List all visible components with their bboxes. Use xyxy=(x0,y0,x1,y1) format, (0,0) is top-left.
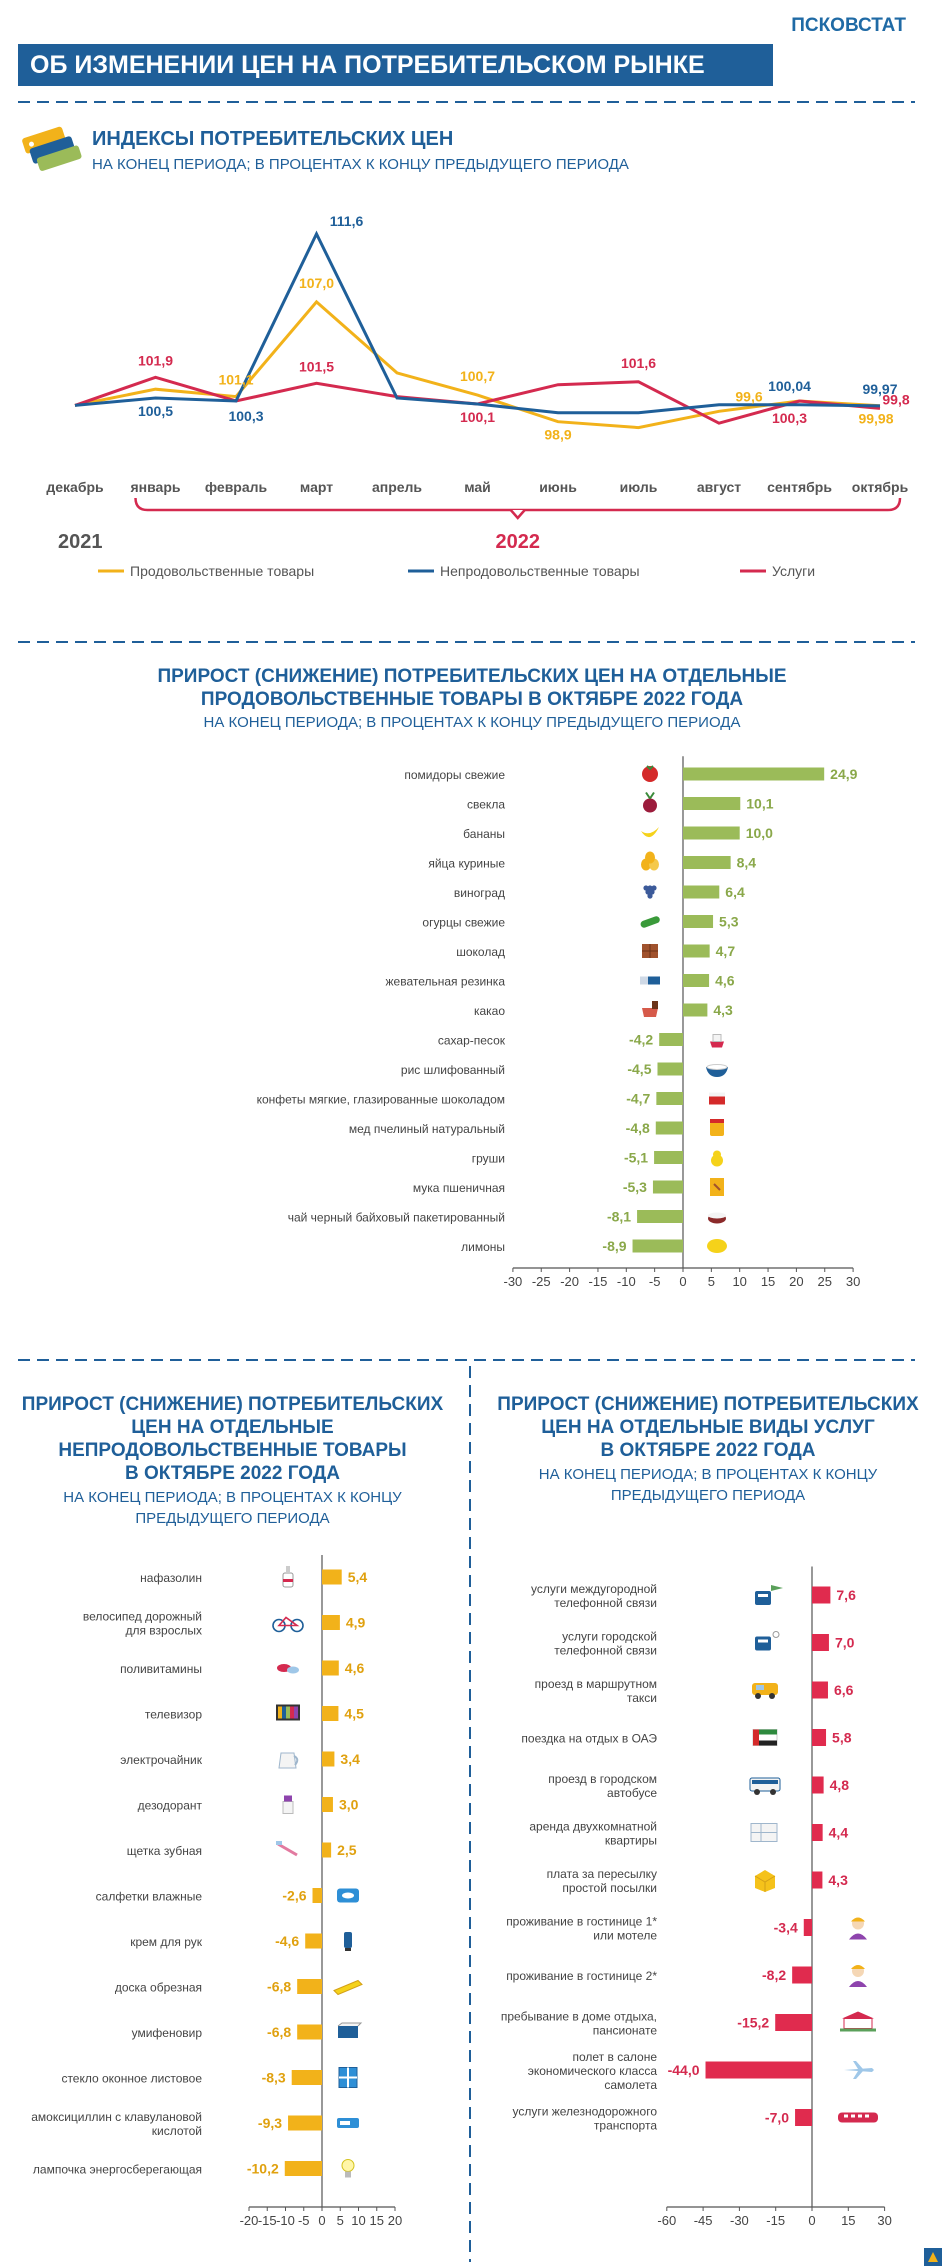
value-label: 5,3 xyxy=(719,913,739,930)
goods-bar-chart xyxy=(0,1555,470,2255)
value-label: 7,6 xyxy=(836,1587,856,1603)
price-tags-icon xyxy=(20,124,84,174)
category-label: пребывание в доме отдыха, пансионате xyxy=(500,2009,657,2038)
services-subtitle-1: НА КОНЕЦ ПЕРИОДА; В ПРОЦЕНТАХ К КОНЦУ xyxy=(538,1466,878,1483)
bar-поливитамины xyxy=(322,1661,339,1676)
x-tick-label: 20 xyxy=(789,1274,804,1289)
bar-проезд-в-городском-автобусе xyxy=(812,1777,824,1794)
goods-subtitle-1: НА КОНЕЦ ПЕРИОДА; В ПРОЦЕНТАХ К КОНЦУ xyxy=(63,1489,402,1506)
value-label: -8,1 xyxy=(606,1208,632,1225)
cucumber-icon xyxy=(640,915,661,928)
value-label: -8,3 xyxy=(261,2069,286,2086)
value-label: -5,3 xyxy=(622,1179,647,1195)
bar-шоколад xyxy=(683,945,710,958)
value-label: -7,0 xyxy=(764,2109,790,2126)
food-title-2: ПРОДОВОЛЬСТВЕННЫЕ ТОВАРЫ В ОКТЯБРЕ 2022 ГОДА xyxy=(200,689,744,710)
bar-умифеновир xyxy=(297,2025,322,2040)
pills-icon xyxy=(337,2118,359,2128)
data-label-услуги: 101,5 xyxy=(298,358,335,375)
value-label: 4,5 xyxy=(344,1705,364,1722)
category-label: яйца куриные xyxy=(428,856,505,871)
x-tick-label: -45 xyxy=(693,2213,713,2228)
pear-icon xyxy=(711,1151,723,1167)
value-label: 6,4 xyxy=(725,884,745,900)
bar-свекла xyxy=(683,797,740,810)
food-title-1: ПРИРОСТ (СНИЖЕНИЕ) ПОТРЕБИТЕЛЬСКИХ ЦЕН НА ОТДЕЛЬНЫЕ xyxy=(157,666,787,687)
category-label: стекло оконное листовое xyxy=(61,2071,202,2086)
honey-icon xyxy=(710,1119,724,1136)
services-subtitle-2: ПРЕДЫДУЩЕГО ПЕРИОДА xyxy=(610,1487,806,1504)
bar-яйца-куриные xyxy=(683,856,731,869)
goods-title-2: ЦЕН НА ОТДЕЛЬНЫЕ xyxy=(131,1417,334,1438)
category-label: груши xyxy=(471,1151,505,1166)
value-label: 24,9 xyxy=(830,766,858,782)
x-tick-label: -15 xyxy=(588,1274,608,1289)
value-label: -15,2 xyxy=(737,2014,770,2031)
category-label: аренда двухкомнатной квартиры xyxy=(529,1819,657,1848)
services-title-3: В ОКТЯБРЕ 2022 ГОДА xyxy=(600,1440,816,1461)
bar-амоксициллин-с-клавулановой-кислотой xyxy=(288,2116,322,2131)
window-icon xyxy=(339,2068,357,2088)
category-label: какао xyxy=(473,1004,505,1018)
sugar-icon xyxy=(710,1035,724,1048)
value-label: -4,8 xyxy=(625,1120,650,1136)
category-label: крем для рук xyxy=(130,1935,202,1949)
bar-мука-пшеничная xyxy=(653,1181,683,1194)
x-tick-label: 0 xyxy=(679,1274,687,1289)
bar-услуги-железнодорожного-транспорта xyxy=(795,2109,812,2126)
category-label: огурцы свежие xyxy=(422,915,505,930)
x-tick-label: -15 xyxy=(766,2213,786,2228)
apartment-icon xyxy=(751,1824,777,1842)
category-label: лимоны xyxy=(461,1240,505,1254)
bulb-icon xyxy=(342,2160,354,2178)
train-icon xyxy=(838,2113,878,2123)
x-tick-label: 15 xyxy=(760,1274,776,1289)
value-label: 10,1 xyxy=(746,795,774,812)
category-label: сахар-песок xyxy=(437,1033,505,1048)
category-label: лампочка энергосберегающая xyxy=(32,2162,202,2177)
hotel-maid-2-icon xyxy=(849,1965,867,1987)
deodorant-icon xyxy=(283,1796,293,1814)
data-label-услуги: 100,3 xyxy=(771,409,808,426)
rice-icon xyxy=(706,1065,728,1078)
category-label: поливитамины xyxy=(120,1662,202,1676)
resort-icon xyxy=(840,2012,876,2032)
bar-проживание-в-гостинице-1-или-мотеле xyxy=(804,1919,812,1936)
category-label: умифеновир xyxy=(131,2026,202,2040)
x-tick-label: 20 xyxy=(387,2213,403,2228)
goods-subtitle-2: ПРЕДЫДУЩЕГО ПЕРИОДА xyxy=(135,1510,330,1527)
year-bracket-notch xyxy=(511,510,525,518)
x-tick-label: июнь xyxy=(539,479,577,495)
category-label: электрочайник xyxy=(120,1753,202,1767)
bar-помидоры-свежие xyxy=(683,768,824,781)
cpi-line-chart xyxy=(0,200,944,620)
value-label: 8,4 xyxy=(736,854,757,871)
year-label-2021: 2021 xyxy=(58,531,103,553)
value-label: 4,3 xyxy=(713,1002,733,1018)
data-label-услуги: 101,9 xyxy=(137,352,174,369)
chocolate-icon xyxy=(642,944,658,958)
category-label: доска обрезная xyxy=(114,1980,202,1995)
category-label: услуги железнодорожного транспорта xyxy=(512,2104,657,2133)
x-tick-label: -30 xyxy=(503,1274,523,1289)
x-tick-label: декабрь xyxy=(46,479,104,495)
goods-title-3: НЕПРОДОВОЛЬСТВЕННЫЕ ТОВАРЫ xyxy=(58,1440,407,1461)
airplane-icon xyxy=(844,2061,874,2079)
uae-flag-icon xyxy=(753,1730,777,1746)
category-label: полет в салоне экономического класса самолета xyxy=(527,2050,657,2092)
value-label: -10,2 xyxy=(246,2160,279,2177)
value-label: 4,6 xyxy=(344,1660,365,1676)
x-tick-label: октябрь xyxy=(851,479,909,495)
x-tick-label: -15 xyxy=(257,2213,277,2228)
data-label-продовольственные-товары: 99,6 xyxy=(735,388,763,405)
x-tick-label: 30 xyxy=(845,1274,861,1289)
x-tick-label: 30 xyxy=(877,2213,892,2228)
value-label: -4,5 xyxy=(627,1061,652,1077)
data-label-продовольственные-товары: 100,7 xyxy=(459,368,496,385)
bar-услуги-городской-телефонной-связи xyxy=(812,1634,829,1651)
bar-аренда-двухкомнатной-квартиры xyxy=(812,1824,823,1841)
phone-icon xyxy=(755,1632,779,1651)
category-label: мука пшеничная xyxy=(412,1181,505,1195)
value-label: -6,8 xyxy=(267,2024,292,2040)
services-bar-chart xyxy=(472,1555,944,2255)
bus-icon xyxy=(750,1778,780,1795)
bar-чай-черный-байховый-пакетированный xyxy=(637,1210,683,1223)
category-label: мед пчелиный натуральный xyxy=(348,1122,505,1136)
bar-услуги-междугородной-телефонной-связи xyxy=(812,1587,830,1604)
category-label: услуги городской телефонной связи xyxy=(554,1629,657,1658)
value-label: 10,0 xyxy=(745,825,773,841)
data-label-непродовольственные-товары: 100,5 xyxy=(137,403,174,420)
minibus-icon xyxy=(752,1683,778,1699)
category-label: помидоры свежие xyxy=(404,768,505,782)
value-label: -4,2 xyxy=(629,1031,654,1048)
bar-поездка-на-отдых-в-оаэ xyxy=(812,1729,826,1746)
services-title-2: ЦЕН НА ОТДЕЛЬНЫЕ ВИДЫ УСЛУГ xyxy=(541,1417,875,1438)
bar-мед-пчелиный-натуральный xyxy=(656,1122,683,1135)
bar-лимоны xyxy=(633,1240,683,1253)
bar-рис-шлифованный xyxy=(657,1063,683,1076)
services-title-1: ПРИРОСТ (СНИЖЕНИЕ) ПОТРЕБИТЕЛЬСКИХ xyxy=(497,1394,919,1415)
category-label: салфетки влажные xyxy=(95,1889,202,1904)
value-label: 3,0 xyxy=(338,1796,359,1813)
goods-title-4: В ОКТЯБРЕ 2022 ГОДА xyxy=(125,1463,340,1484)
category-label: свекла xyxy=(467,797,505,812)
x-tick-label: 0 xyxy=(808,2213,816,2228)
series-line-непродовольственные-товары xyxy=(75,234,880,413)
x-tick-label: февраль xyxy=(204,479,268,495)
nasal-spray-icon xyxy=(283,1566,293,1587)
category-label: услуги междугородной телефонной связи xyxy=(531,1582,657,1610)
category-label: нафазолин xyxy=(140,1571,202,1585)
value-label: -5,1 xyxy=(623,1149,649,1166)
x-tick-label: 5 xyxy=(707,1274,715,1289)
x-tick-label: апрель xyxy=(371,479,423,495)
x-tick-label: -30 xyxy=(730,2213,749,2228)
eggs-icon xyxy=(641,852,659,871)
x-tick-label: 5 xyxy=(336,2213,344,2228)
category-label: проживание в гостинице 1* или мотеле xyxy=(506,1914,657,1943)
year-bracket xyxy=(136,498,901,510)
category-label: проезд в городском автобусе xyxy=(548,1772,657,1800)
bar-виноград xyxy=(683,886,719,899)
x-tick-label: -25 xyxy=(531,1274,551,1289)
x-tick-label: 10 xyxy=(351,2213,366,2228)
x-tick-label: 0 xyxy=(318,2213,326,2228)
kettle-icon xyxy=(279,1753,297,1768)
hand-cream-icon xyxy=(344,1932,352,1951)
bar-нафазолин xyxy=(322,1570,342,1585)
category-label: велосипед дорожный для взрослых xyxy=(82,1609,202,1638)
x-tick-label: январь xyxy=(130,479,181,495)
bar-полет-в-салоне-экономического-класса-самолета xyxy=(706,2062,812,2079)
value-label: 5,8 xyxy=(832,1729,852,1746)
x-tick-label: сентябрь xyxy=(767,479,832,495)
value-label: -8,2 xyxy=(762,1967,787,1983)
data-label-продовольственные-товары: 107,0 xyxy=(298,274,335,291)
category-label: проживание в гостинице 2* xyxy=(506,1969,657,1983)
bar-огурцы-свежие xyxy=(683,915,713,928)
x-tick-label: -20 xyxy=(560,1274,579,1289)
value-label: 4,8 xyxy=(829,1777,850,1793)
board-icon xyxy=(334,1981,362,1995)
lemon-icon xyxy=(707,1239,727,1253)
flour-icon xyxy=(710,1178,724,1196)
value-label: -4,7 xyxy=(626,1090,651,1107)
category-label: шоколад xyxy=(456,945,505,959)
bar-велосипед-дорожный-для-взрослых xyxy=(322,1615,340,1630)
data-label-непродовольственные-товары: 100,04 xyxy=(768,377,811,394)
category-label: плата за пересылку простой посылки xyxy=(546,1867,657,1895)
bar-стекло-оконное-листовое xyxy=(292,2070,322,2085)
bar-доска-обрезная xyxy=(297,1979,322,1994)
data-label-непродовольственные-товары: 99,97 xyxy=(862,380,898,397)
wet-wipes-icon xyxy=(337,1889,359,1903)
category-label: щетка зубная xyxy=(126,1844,202,1858)
value-label: 2,5 xyxy=(337,1842,357,1858)
x-tick-label: -5 xyxy=(648,1274,661,1289)
bicycle-icon xyxy=(273,1618,303,1632)
cocoa-icon xyxy=(642,1001,658,1017)
category-label: бананы xyxy=(463,827,505,841)
bar-жевательная-резинка xyxy=(683,974,709,987)
value-label: -8,9 xyxy=(602,1238,627,1254)
bar-бананы xyxy=(683,827,740,840)
cpi-title: ИНДЕКСЫ ПОТРЕБИТЕЛЬСКИХ ЦЕН xyxy=(92,128,454,150)
category-label: жевательная резинка xyxy=(385,974,505,989)
corner-logo-icon xyxy=(924,2248,942,2266)
value-label: 4,6 xyxy=(715,972,735,989)
category-label: проезд в маршрутном такси xyxy=(534,1677,657,1705)
bar-салфетки-влажные xyxy=(313,1888,322,1903)
x-tick-label: 10 xyxy=(732,1274,747,1289)
x-tick-label: -10 xyxy=(276,2213,295,2228)
candy-icon xyxy=(709,1093,725,1105)
x-tick-label: -60 xyxy=(657,2213,677,2228)
category-label: конфеты мягкие, глазированные шоколадом xyxy=(256,1092,505,1107)
banana-icon xyxy=(641,827,659,837)
legend-label: Услуги xyxy=(772,563,816,579)
category-label: амоксициллин с клавулановой кислотой xyxy=(31,2110,202,2138)
value-label: -3,4 xyxy=(773,1919,798,1936)
year-label-2022: 2022 xyxy=(495,531,540,553)
data-label-услуги: 99,8 xyxy=(882,391,910,408)
data-label-продовольственные-товары: 99,98 xyxy=(858,410,894,427)
bar-проживание-в-гостинице-2 xyxy=(792,1967,812,1984)
data-label-продовольственные-товары: 101,1 xyxy=(218,371,254,388)
legend-label: Продовольственные товары xyxy=(130,563,315,579)
value-label: 6,6 xyxy=(833,1682,854,1698)
bar-конфеты-мягкие-глазированные-шоколадом xyxy=(656,1092,683,1105)
phone-plane-icon xyxy=(755,1585,783,1605)
value-label: -2,6 xyxy=(282,1887,307,1904)
goods-title-1: ПРИРОСТ (СНИЖЕНИЕ) ПОТРЕБИТЕЛЬСКИХ xyxy=(21,1394,444,1415)
beet-icon xyxy=(643,793,657,813)
category-label: поездка на отдых в ОАЭ xyxy=(521,1731,657,1746)
category-label: дезодорант xyxy=(137,1798,202,1813)
medicine-box-icon xyxy=(338,2023,361,2038)
value-label: -6,8 xyxy=(267,1978,292,1995)
x-tick-label: август xyxy=(696,479,742,495)
bar-дезодорант xyxy=(322,1797,333,1812)
bar-какао xyxy=(683,1004,707,1017)
bar-лампочка-энергосберегающая xyxy=(285,2161,322,2176)
vitamins-icon xyxy=(277,1664,299,1674)
x-tick-label: март xyxy=(299,479,334,495)
tomato-icon xyxy=(642,766,658,782)
x-tick-label: 25 xyxy=(817,1274,832,1289)
bar-телевизор xyxy=(322,1706,338,1721)
category-label: рис шлифованный xyxy=(400,1063,505,1077)
bar-плата-за-пересылку-простой-посылки xyxy=(812,1872,822,1889)
category-label: виноград xyxy=(453,886,505,900)
value-label: 7,0 xyxy=(834,1634,855,1651)
value-label: -44,0 xyxy=(667,2062,700,2078)
value-label: 4,4 xyxy=(828,1824,849,1841)
brand-name: ПСКОВСТАТ xyxy=(791,15,906,36)
bar-проезд-в-маршрутном-такси xyxy=(812,1682,828,1699)
parcel-icon xyxy=(755,1870,775,1892)
x-tick-label: июль xyxy=(619,479,658,495)
bar-пребывание-в-доме-отдыха-пансионате xyxy=(775,2014,812,2031)
x-tick-label: -10 xyxy=(616,1274,636,1289)
food-subtitle: НА КОНЕЦ ПЕРИОДА; В ПРОЦЕНТАХ К КОНЦУ ПРЕДЫДУЩЕГО ПЕРИОДА xyxy=(203,714,741,731)
toothbrush-icon xyxy=(276,1841,297,1855)
cpi-subtitle: НА КОНЕЦ ПЕРИОДА; В ПРОЦЕНТАХ К КОНЦУ ПРЕДЫДУЩЕГО ПЕРИОДА xyxy=(92,156,629,173)
category-label: телевизор xyxy=(144,1707,202,1722)
tea-icon xyxy=(708,1213,726,1224)
x-tick-label: -5 xyxy=(297,2213,310,2228)
value-label: 4,9 xyxy=(345,1614,366,1631)
data-label-услуги: 101,6 xyxy=(620,354,657,371)
data-label-непродовольственные-товары: 111,6 xyxy=(329,212,364,229)
x-tick-label: 15 xyxy=(841,2213,856,2228)
x-tick-label: 15 xyxy=(369,2213,384,2228)
bar-груши xyxy=(654,1151,683,1164)
value-label: 5,4 xyxy=(347,1569,368,1585)
value-label: -4,6 xyxy=(275,1933,300,1949)
page-title: ОБ ИЗМЕНЕНИИ ЦЕН НА ПОТРЕБИТЕЛЬСКОМ РЫНКЕ xyxy=(18,44,773,86)
x-tick-label: -20 xyxy=(239,2213,259,2228)
value-label: -9,3 xyxy=(257,2115,283,2131)
grapes-icon xyxy=(643,885,656,898)
food-bar-chart xyxy=(0,750,944,1310)
value-label: 3,4 xyxy=(340,1751,360,1767)
tv-icon xyxy=(276,1705,300,1721)
data-label-услуги: 100,1 xyxy=(459,408,496,425)
category-label: чай черный байховый пакетированный xyxy=(287,1210,505,1225)
legend-label: Непродовольственные товары xyxy=(440,563,640,579)
value-label: 4,7 xyxy=(715,943,736,959)
gum-icon xyxy=(640,977,660,985)
data-label-непродовольственные-товары: 100,3 xyxy=(228,407,264,424)
bar-сахар-песок xyxy=(659,1033,683,1046)
bar-крем-для-рук xyxy=(305,1934,322,1949)
x-tick-label: май xyxy=(464,479,491,495)
value-label: 4,3 xyxy=(828,1872,848,1888)
hotel-maid-icon xyxy=(849,1918,867,1940)
data-label-продовольственные-товары: 98,9 xyxy=(544,426,572,443)
bar-щетка-зубная xyxy=(322,1843,331,1858)
bar-электрочайник xyxy=(322,1752,334,1767)
